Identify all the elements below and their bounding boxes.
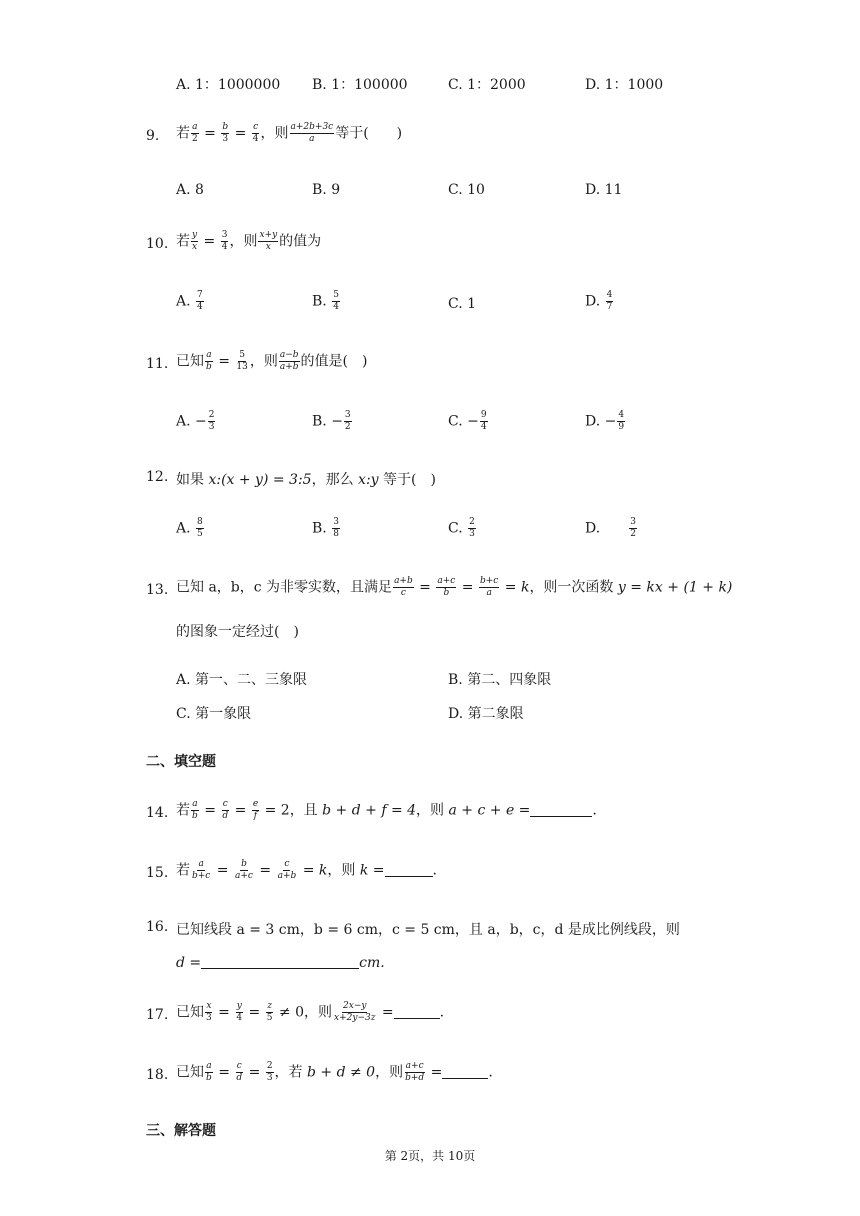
q18-number: 18.	[146, 1067, 169, 1083]
q10-option-b: B. $\frac{5}{4}$	[312, 290, 339, 312]
q10-number: 10.	[146, 236, 169, 252]
q13-number: 13.	[146, 582, 169, 598]
q8-option-c: C. 1：2000	[448, 77, 526, 93]
q11-option-c: C. − $\frac{9}{4}$	[448, 410, 487, 432]
q17-number: 17.	[146, 1007, 169, 1023]
q8-option-d: D. 1：1000	[585, 77, 664, 93]
q12-number: 12.	[146, 469, 169, 485]
q8-option-a: A. 1：1000000	[176, 77, 281, 93]
q15-number: 15.	[146, 865, 169, 881]
q10-option-a: A. $\frac{7}{4}$	[176, 290, 203, 312]
q9-number: 9.	[146, 128, 160, 144]
q15-answer-blank[interactable]	[385, 862, 433, 877]
q16-stem-line2: d = cm.	[176, 955, 385, 971]
section-fill-in-heading: 二、填空题	[146, 754, 216, 770]
q11-option-a: A. − $\frac{2}{3}$	[176, 410, 215, 432]
q12-option-a: A. $\frac{8}{5}$	[176, 517, 203, 539]
section-answer-heading: 三、解答题	[146, 1123, 216, 1139]
q10-stem: 若 $\frac{y}{x}$ = $\frac{3}{4}$ ，则 $\frac{x+y}{x}$ 的值为	[176, 230, 322, 252]
q18-stem: 已知 $\frac{a}{b}$ = $\frac{c}{d}$ = $\frac{2}{3}$ ，若 b + d ≠ 0，则 $\frac{a+c}{b+d}$ = .	[176, 1061, 493, 1083]
q12-option-d: D. $\frac{3}{2}$	[585, 517, 636, 539]
q9-option-c: C. 10	[448, 182, 485, 198]
q17-stem: 已知 $\frac{x}{3}$ = $\frac{y}{4}$ = $\frac{z}{5}$ ≠ 0，则 $\frac{2x-y}{x+2y-3z}$ = .	[176, 1001, 445, 1023]
q17-answer-blank[interactable]	[394, 1004, 440, 1019]
q13-option-b: B. 第二、四象限	[448, 672, 552, 688]
q18-answer-blank[interactable]	[442, 1064, 488, 1079]
q9-option-a: A. 8	[176, 182, 204, 198]
q8-option-b: B. 1：100000	[312, 77, 408, 93]
q9-stem: 若 $\frac{a}{2}$ = $\frac{b}{3}$ = $\frac{c}{4}$ ，则 $\frac{a+2b+3c}{a}$ 等于( )	[176, 122, 403, 144]
q12-stem: 如果 x:(x + y) = 3:5，那么 x:y 等于( )	[176, 472, 436, 488]
q13-option-c: C. 第一象限	[176, 706, 252, 722]
q9-option-d: D. 11	[585, 182, 623, 198]
q12-option-b: B. $\frac{3}{8}$	[312, 517, 339, 539]
q11-number: 11.	[146, 356, 169, 372]
q13-stem-line1: 已知 a，b，c 为非零实数，且满足 $\frac{a+b}{c}$ = $\frac{a+c}{b}$ = $\frac{b+c}{a}$ = k，则一次函数 y = kx + (1 + k)	[176, 576, 733, 598]
q12-option-c: C. $\frac{2}{3}$	[448, 517, 475, 539]
q13-stem-line2: 的图象一定经过( )	[176, 624, 299, 640]
q11-stem: 已知 $\frac{a}{b}$ = $\frac{5}{13}$ ，则 $\frac{a-b}{a+b}$ 的值是( )	[176, 350, 368, 372]
q16-answer-blank[interactable]	[201, 954, 359, 969]
q13-option-a: A. 第一、二、三象限	[176, 672, 308, 688]
page-footer: 第 2页，共 10页	[384, 1149, 476, 1163]
q11-option-d: D. − $\frac{4}{9}$	[585, 410, 625, 432]
q16-stem-line1: 已知线段 a = 3 cm，b = 6 cm，c = 5 cm，且 a，b，c，d 是成比例线段，则	[176, 922, 680, 938]
q10-option-d: D. $\frac{4}{7}$	[585, 290, 613, 312]
q10-option-c: C. 1	[448, 296, 477, 312]
q15-stem: 若 $\frac{a}{b+c}$ = $\frac{b}{a+c}$ = $\frac{c}{a+b}$ = k，则 k = .	[176, 859, 437, 881]
q16-number: 16.	[146, 919, 169, 935]
q11-option-b: B. − $\frac{3}{2}$	[312, 410, 351, 432]
q14-answer-blank[interactable]	[530, 802, 592, 817]
q14-number: 14.	[146, 805, 169, 821]
q14-stem: 若 $\frac{a}{b}$ = $\frac{c}{d}$ = $\frac{e}{f}$ = 2，且 b + d + f = 4，则 a + c + e = .	[176, 799, 597, 821]
q13-option-d: D. 第二象限	[448, 706, 524, 722]
q9-option-b: B. 9	[312, 182, 341, 198]
